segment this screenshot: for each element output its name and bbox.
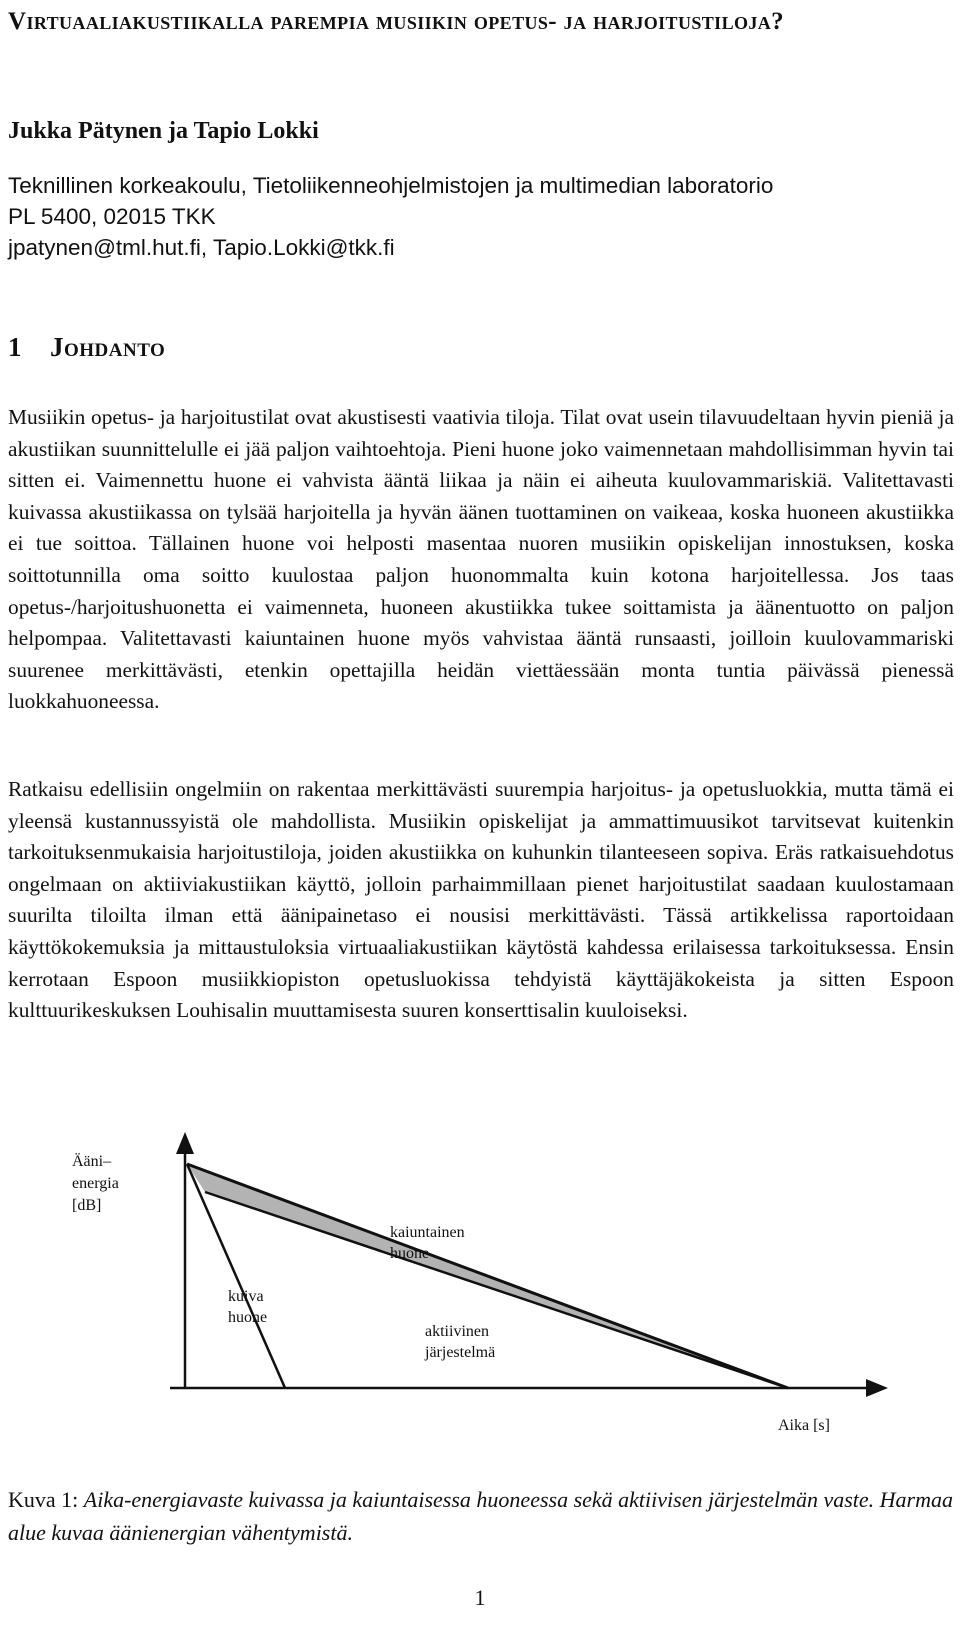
y-axis-label-line-3: [dB] <box>72 1197 102 1214</box>
paper-title: Virtuaaliakustiikalla parempia musiikin opetus- ja harjoitustiloja? <box>8 8 785 35</box>
caption-label: Kuva 1: <box>8 1487 79 1512</box>
figure-1 <box>0 1130 960 1440</box>
paragraph-2: Ratkaisu edellisiin ongelmiin on rakentaa merkittävästi suurempia harjoitus- ja opetusluokkia, mutta tämä ei yleensä kustannussyistä ole mahdollista. Musiikin opiskelijat ja ammattimuusikot tarvitsevat kuitenkin tarkoituksenmukaisia harjoitustiloja, joiden akustiikka on kuhunkin tilanteeseen sopiva. Eräs ratkaisuehdotus ongelmaan on aktiiviakustiikan käyttö, jolloin parhaimmillaan pienet harjoitustilat saadaan kuulostamaan suurilta tiloilta ilman että äänipainetaso ei nousisi merkittävästi. Tässä artikkelissa raportoidaan käyttökokemuksia ja mittaustuloksia virtuaaliakustiikan käytöstä kahdessa erilaisessa tarkoituksessa. Ensin kerrotaan Espoon musiikkiopiston opetusluokissa tehdyistä käyttäjäkokeista ja sitten Espoon kulttuurikeskuksen Louhisalin muuttamisesta suuren konserttisalin kuuloiseksi. <box>8 777 954 1023</box>
paper-authors: Jukka Pätynen ja Tapio Lokki <box>8 118 319 144</box>
affiliation-block <box>8 170 948 263</box>
section-heading <box>8 332 165 363</box>
section-title: Johdanto <box>50 332 166 362</box>
active-label-line-2: järjestelmä <box>425 1344 496 1361</box>
figure-caption <box>8 1483 954 1549</box>
active-label-line-1: aktiivinen <box>425 1323 489 1340</box>
y-axis-label-line-1: Ääni– <box>72 1153 112 1170</box>
affiliation-institution: Teknillinen korkeakoulu, Tietoliikenneohjelmistojen ja multimedian laboratorio <box>8 173 774 198</box>
reverberant-label-line-2: huone <box>390 1245 430 1262</box>
y-axis-label-line-2: energia <box>72 1175 119 1192</box>
dry-label-line-2: huone <box>228 1309 268 1326</box>
x-axis-arrow <box>866 1379 888 1397</box>
section-number: 1 <box>8 332 22 362</box>
dry-label-line-1: kuiva <box>228 1288 264 1305</box>
reverberant-label-line-1: kaiuntainen <box>390 1224 465 1241</box>
affiliation-address: PL 5400, 02015 TKK <box>8 204 216 229</box>
caption-text: Aika-energiavaste kuivassa ja kaiuntaisessa huoneessa sekä aktiivisen järjestelmän vaste. Harmaa alue kuvaa äänienergian vähentymistä. <box>8 1487 954 1545</box>
y-axis-arrow <box>176 1132 194 1154</box>
affiliation-email: jpatynen@tml.hut.fi, Tapio.Lokki@tkk.fi <box>8 235 395 260</box>
paragraph-1: Musiikin opetus- ja harjoitustilat ovat akustisesti vaativia tiloja. Tilat ovat usein tilavuudeltaan hyvin pieniä ja akustiikan suunnittelulle ei jää paljon vaihtoehtoja. Pieni huone joko vaimennetaan mahdollisimman hyvin tai sitten ei. Vaimennettu huone ei vahvista ääntä liikaa ja näin ei aiheuta kuulovammariskiä. Valitettavasti kuivassa akustiikassa on tylsää harjoitella ja hyvän äänen tuottaminen on vaikeaa, koska huoneen akustiikka ei tue soittoa. Tällainen huone voi helposti masentaa nuoren musiikin opiskelijan innostuksen, koska soittotunnilla oma soitto kuulostaa paljon huonommalta kuin kotona harjoitellessa. Jos taas opetus-/harjoitushuonetta ei vaimenneta, huoneen akustiikka tukee soittamista ja äänentuotto on paljon helpompaa. Valitettavasti kaiuntainen huone myös vahvistaa ääntä runsaasti, joilloin kuulovammariski suurenee merkittävästi, etenkin opettajilla heidän viettäessään monta tuntia päivässä pienessä luokkahuoneessa. <box>8 405 954 714</box>
page-number: 1 <box>474 1585 486 1610</box>
energy-time-diagram <box>0 1130 960 1440</box>
x-axis-label: Aika [s] <box>778 1417 830 1434</box>
active-system-line <box>205 1192 788 1388</box>
